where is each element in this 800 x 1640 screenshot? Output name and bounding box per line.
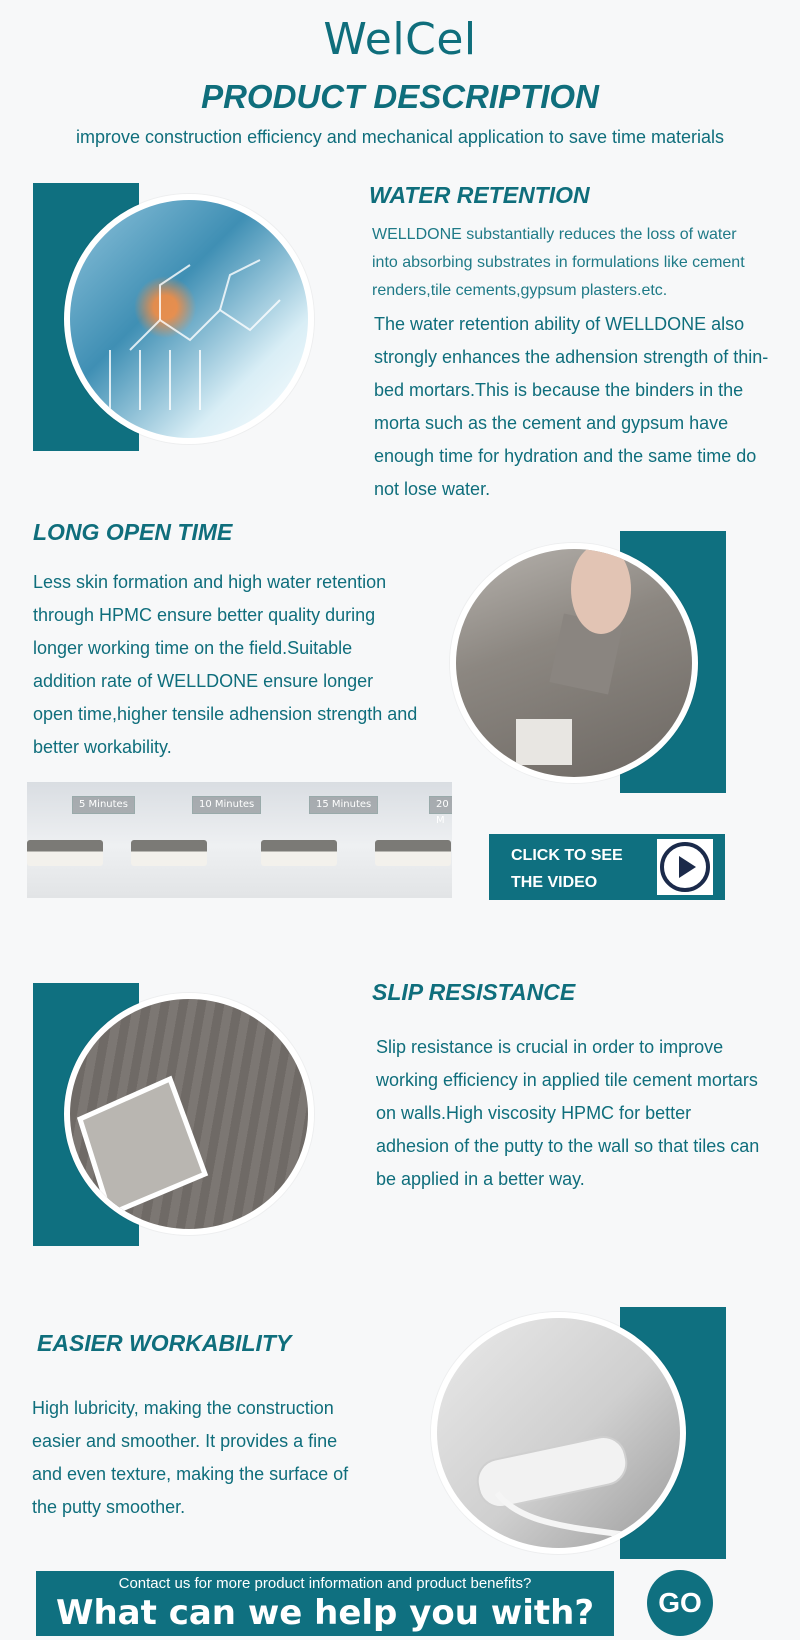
paint-roller-image — [431, 1312, 686, 1554]
sample-15 — [261, 840, 337, 866]
sample-label-20: 20 M — [429, 796, 452, 814]
molecule-overlay-icon — [70, 200, 314, 444]
sample-label-15: 15 Minutes — [309, 796, 378, 814]
sample-10 — [131, 840, 207, 866]
long-open-time-heading: LONG OPEN TIME — [33, 519, 233, 545]
sample-20 — [375, 840, 451, 866]
slip-resistance-heading: SLIP RESISTANCE — [372, 979, 576, 1005]
play-circle-icon — [657, 839, 713, 895]
contact-banner[interactable] — [36, 1571, 614, 1636]
water-retention-body: The water retention ability of WELLDONE also strongly enhances the adhension strength of thin-bed mortars.This is because the binders in the morta such as the cement and gypsum have enough time for hydration and the same time do not lose water. — [374, 314, 769, 499]
video-button-line2: THE VIDEO — [511, 874, 598, 891]
cta-text: What can we help you with? — [55, 1593, 595, 1633]
long-open-time-body: Less skin formation and high water retention through HPMC ensure better quality during longer working time on the field.Suitable addition rate of WELLDONE ensure longer open time,higher tensile adhension strength and better workability. — [33, 572, 418, 757]
video-button-line1: CLICK TO SEE — [511, 847, 623, 864]
sample-label-10: 10 Minutes — [192, 796, 261, 814]
open-time-samples-image — [27, 782, 452, 898]
go-button[interactable]: GO — [647, 1570, 713, 1636]
contact-line: Contact us for more product information and product benefits? — [118, 1575, 532, 1592]
watch-video-button[interactable] — [489, 834, 725, 900]
tile-on-wall-icon — [70, 999, 314, 1235]
lab-image — [64, 194, 314, 444]
slip-resistance-body: Slip resistance is crucial in order to improve working efficiency in applied tile cement mortars on walls.High viscosity HPMC for better adhesion of the putty to the wall so that tiles can be applied in a better way. — [376, 1037, 760, 1189]
water-retention-heading: WATER RETENTION — [369, 182, 590, 208]
water-retention-intro: WELLDONE substantially reduces the loss of water into absorbing substrates in formulations like cement renders,tile cements,gypsum plasters.etc. — [372, 226, 745, 299]
sample-5 — [27, 840, 103, 866]
sample-label-5: 5 Minutes — [72, 796, 135, 814]
easier-workability-heading: EASIER WORKABILITY — [37, 1330, 292, 1356]
page-title: PRODUCT DESCRIPTION — [201, 78, 599, 115]
play-icon-box[interactable] — [657, 839, 713, 895]
slip-tile-image — [64, 993, 314, 1235]
easier-workability-body: High lubricity, making the construction easier and smoother. It provides a fine and even texture, making the surface of the putty smoother. — [32, 1398, 349, 1517]
brand-logo: WelCel — [323, 14, 477, 65]
tagline: improve construction efficiency and mechanical application to save time materials — [76, 127, 724, 147]
tile-hand-image — [450, 543, 698, 783]
